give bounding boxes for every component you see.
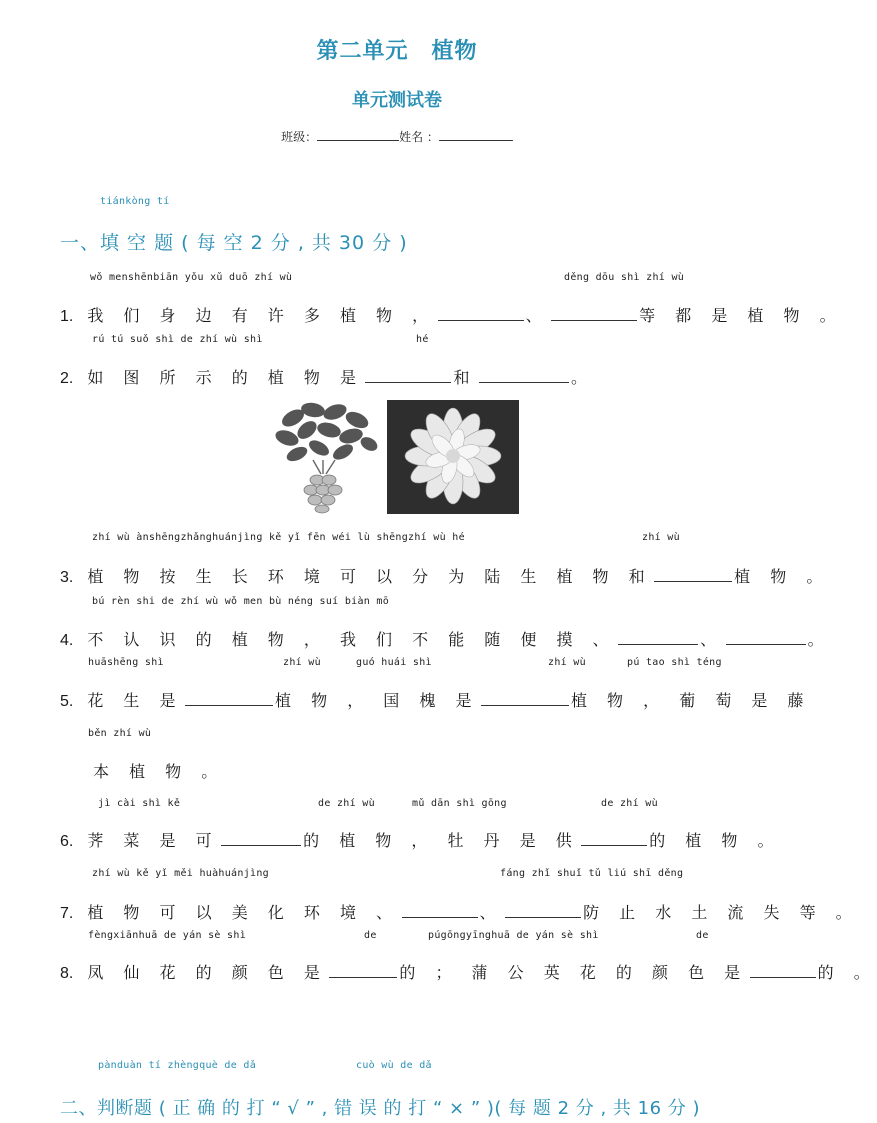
q1-text-b: 、 xyxy=(525,306,550,325)
q2-text-c: 。 xyxy=(570,368,595,387)
q6-text-b: 的 植 物 ， 牡 丹 是 供 xyxy=(303,831,580,850)
q6-pinyin-a: jì cài shì kě xyxy=(98,798,181,809)
q4-text-a: 不 认 识 的 植 物 ， 我 们 不 能 随 便 摸 、 xyxy=(87,630,617,649)
q2-pinyin-a: rú tú suǒ shì de zhí wù shì xyxy=(92,334,263,345)
page-subtitle: 单元测试卷 xyxy=(352,90,442,111)
q3-text-a: 植 物 按 生 长 环 境 可 以 分 为 陆 生 植 物 和 xyxy=(87,567,653,586)
q1-blank-1[interactable] xyxy=(438,304,524,321)
q8-blank-2[interactable] xyxy=(750,961,816,978)
q1-text-a: 我 们 身 边 有 许 多 植 物 ， xyxy=(87,306,436,325)
class-blank[interactable] xyxy=(317,128,399,141)
question-1 xyxy=(60,303,843,326)
q6-text-c: 的 植 物 。 xyxy=(649,831,781,850)
q7-blank-1[interactable] xyxy=(402,901,478,918)
q8-text-c: 的 。 xyxy=(817,963,877,982)
page-title: 第二单元 植物 xyxy=(316,39,478,64)
section1-title: 一、填 空 题 ( 每 空 2 分 , 共 30 分 ) xyxy=(60,232,408,254)
q2-blank-2[interactable] xyxy=(479,366,569,383)
section2-pinyin-b: cuò wù de dǎ xyxy=(356,1060,432,1071)
q8-pinyin-a: fèngxiānhuā de yán sè shì xyxy=(88,930,247,941)
q7-text-a: 植 物 可 以 美 化 环 境 、 xyxy=(87,903,400,922)
q6-blank-2[interactable] xyxy=(581,829,647,846)
section2-pinyin-a: pànduàn tí zhèngquè de dǎ xyxy=(98,1060,257,1071)
q7-pinyin-a: zhí wù kě yǐ měi huàhuánjìng xyxy=(92,868,269,879)
q2-pinyin-b: hé xyxy=(416,334,429,345)
q8-text-b: 的 ； 蒲 公 英 花 的 颜 色 是 xyxy=(399,963,748,982)
name-label: 姓名 ： xyxy=(399,130,439,144)
q5-number: 5. xyxy=(60,693,74,710)
q5-pinyin-d: zhí wù xyxy=(548,657,586,668)
q6-pinyin-d: de zhí wù xyxy=(601,798,658,809)
question-5 xyxy=(60,688,811,711)
section1-pinyin: tiánkòng tí xyxy=(100,196,170,207)
class-label: 班级： xyxy=(281,130,318,144)
q8-pinyin-b: de xyxy=(364,930,377,941)
q3-pinyin-b: zhí wù xyxy=(642,532,680,543)
q5-blank-2[interactable] xyxy=(481,689,569,706)
q5-text-b: 植 物 ， 国 槐 是 xyxy=(275,691,479,710)
q2-text-b: 和 xyxy=(453,368,477,387)
q6-pinyin-c: mǔ dān shì gōng xyxy=(412,798,507,809)
peanut-plant-photo xyxy=(273,400,379,514)
q8-text-a: 凤 仙 花 的 颜 色 是 xyxy=(87,963,328,982)
q4-number: 4. xyxy=(60,632,74,649)
q8-blank-1[interactable] xyxy=(329,961,397,978)
q4-text-b: 、 xyxy=(700,630,724,649)
q5-pinyin-a: huāshēng shì xyxy=(88,657,164,668)
question-2 xyxy=(60,365,594,388)
q6-text-a: 荠 菜 是 可 xyxy=(87,831,220,850)
q3-number: 3. xyxy=(60,569,74,586)
q1-blank-2[interactable] xyxy=(551,304,637,321)
name-blank[interactable] xyxy=(439,128,513,141)
q5-blank-1[interactable] xyxy=(185,689,273,706)
q7-number: 7. xyxy=(60,905,74,922)
q5-text-a: 花 生 是 xyxy=(87,691,184,710)
q1-text-c: 等 都 是 植 物 。 xyxy=(639,306,844,325)
q1-pinyin-b: děng dōu shì zhí wù xyxy=(564,272,685,283)
q3-pinyin-a: zhí wù ànshēngzhǎnghuánjìng kě yǐ fēn wéi lù shēngzhí wù hé xyxy=(92,532,465,543)
q5-continuation: 本 植 物 。 xyxy=(93,762,225,781)
question-7 xyxy=(60,900,859,923)
q2-blank-1[interactable] xyxy=(365,366,451,383)
question-6 xyxy=(60,828,781,851)
q5-cont-pinyin: běn zhí wù xyxy=(88,728,152,739)
q3-blank-1[interactable] xyxy=(654,565,732,582)
chrysanthemum-photo xyxy=(387,400,519,514)
q5-pinyin-e: pú tao shì téng xyxy=(627,657,722,668)
q5-pinyin-c: guó huái shì xyxy=(356,657,432,668)
question-8 xyxy=(60,960,877,983)
q5-text-c: 植 物 ， 葡 萄 是 藤 xyxy=(570,691,811,710)
q8-pinyin-c: púgōngyīnghuā de yán sè shì xyxy=(428,930,599,941)
q2-number: 2. xyxy=(60,370,74,387)
q7-text-b: 、 xyxy=(479,903,504,922)
q1-pinyin-a: wǒ menshēnbiān yǒu xǔ duō zhí wù xyxy=(90,272,293,283)
q6-number: 6. xyxy=(60,833,74,850)
q6-pinyin-b: de zhí wù xyxy=(318,798,375,809)
q4-blank-1[interactable] xyxy=(618,628,698,645)
q7-blank-2[interactable] xyxy=(505,901,581,918)
q7-pinyin-b: fáng zhǐ shuǐ tǔ liú shī děng xyxy=(500,868,684,879)
q4-pinyin-a: bú rèn shi de zhí wù wǒ men bù néng suí biàn mō xyxy=(92,596,390,607)
question-3 xyxy=(60,564,830,587)
q7-text-c: 防 止 水 土 流 失 等 。 xyxy=(583,903,860,922)
section2-title: 二、判断题 ( 正 确 的 打 “ √ ” , 错 误 的 打 “ × ” )( 每 题 2 分 , 共 16 分 ) xyxy=(60,1098,701,1119)
student-info-line xyxy=(0,128,794,145)
q2-text-a: 如 图 所 示 的 植 物 是 xyxy=(87,368,364,387)
q1-number: 1. xyxy=(60,308,74,325)
q6-blank-1[interactable] xyxy=(221,829,301,846)
q4-blank-2[interactable] xyxy=(726,628,806,645)
q4-text-c: 。 xyxy=(807,630,832,649)
q3-text-b: 植 物 。 xyxy=(734,567,830,586)
q8-number: 8. xyxy=(60,965,74,982)
question-4 xyxy=(60,627,831,650)
q5-pinyin-b: zhí wù xyxy=(283,657,321,668)
q8-pinyin-d: de xyxy=(696,930,709,941)
